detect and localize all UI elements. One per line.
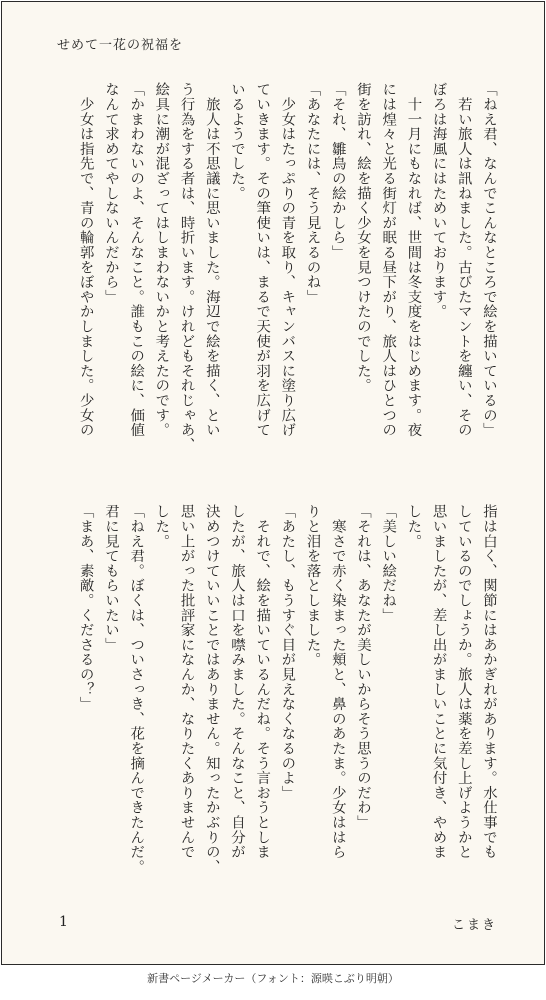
text-line: 「あなたには、そう見えるのね」 [304,82,321,304]
lower-text-column [47,504,501,874]
text-line: りと泪を落としました。 [304,504,321,667]
text-line: 「ねえ君、なんでこんなところで絵を描いているの」 [481,82,497,438]
text-line: 思いましたが、差し出がましいことに気付き、やめま [430,504,447,860]
text-line: 思い上がった批評家になんか、なりたくありませんで [178,504,195,860]
upper-text-column [47,82,501,452]
running-title: せめて一花の祝福を [57,38,184,53]
text-line: 若い旅人は訊ねました。古びたマントを纏い、その [455,82,472,438]
text-line: ぼろは海風にはためいております。 [430,82,447,319]
text-line: しているのでしょうか。旅人は薬を差し上げようかと [455,504,472,860]
text-line: 少女はたっぷりの青を取り、キャンバスに塗り広げ [279,82,296,438]
text-line: 旅人は不思議に思いました。海辺で絵を描く、とい [203,82,220,438]
text-line: 「ねえ君。ぼくは、ついさっき、花を摘んできたんだ。 [128,504,145,874]
text-line: 決めつけていいことではありません。知ったかぶりの、 [203,504,220,874]
text-line: なんて求めてやしないんだから」 [102,82,119,304]
text-line: それで、絵を描いているんだね。そう言おうとしま [254,504,271,860]
text-line: した。 [405,504,422,549]
text-line: 「まあ、素敵。くださるの？」 [77,504,94,712]
author-name: こまき [452,918,498,933]
text-line: 「あたし、もうすぐ目が見えなくなるのよ」 [279,504,296,800]
text-line: いるようでした。 [228,82,245,201]
text-line: 寒さで赤く染まった頬と、鼻のあたま。少女ははら [329,504,346,860]
book-page [1,1,545,965]
text-line: 少女は指先で、青の輪郭をぼやかしました。少女の [77,82,94,438]
text-line: ていきます。その筆使いは、まるで天使が羽を広げて [254,82,271,438]
text-line: 「それ、雛鳥の絵かしら」 [329,82,346,260]
text-line: 「美しい絵だね」 [380,504,397,623]
text-line: 絵具に潮が混ざってはしまわないかと考えたのです。 [153,82,170,438]
text-line: 君に見てもらいたい」 [102,504,119,652]
text-line: 「かまわないのよ、そんなこと。誰もこの絵に、価値 [128,82,145,438]
text-line: 指は白く、関節にはあかぎれがあります。水仕事でも [481,504,497,860]
page-number: 1 [59,914,68,930]
text-line: 十一月にもなれば、世間は冬支度をはじめます。夜 [405,82,422,438]
text-line: 「それは、あなたが美しいからそう思うのだわ」 [354,504,371,830]
generator-caption: 新書ページメーカー（フォント：源暎こぶり明朝） [147,972,399,985]
text-line: には煌々と光る街灯が眠る昼下がり、旅人はひとつの [380,82,397,438]
text-line: したが、旅人は口を噤みました。そんなこと、自分が [228,504,245,860]
text-line: う行為をする者は、時折います。けれどもそれじゃあ、 [178,82,195,452]
text-line: 街を訪れ、絵を描く少女を見つけたのでした。 [354,82,371,393]
text-line: した。 [153,504,170,549]
